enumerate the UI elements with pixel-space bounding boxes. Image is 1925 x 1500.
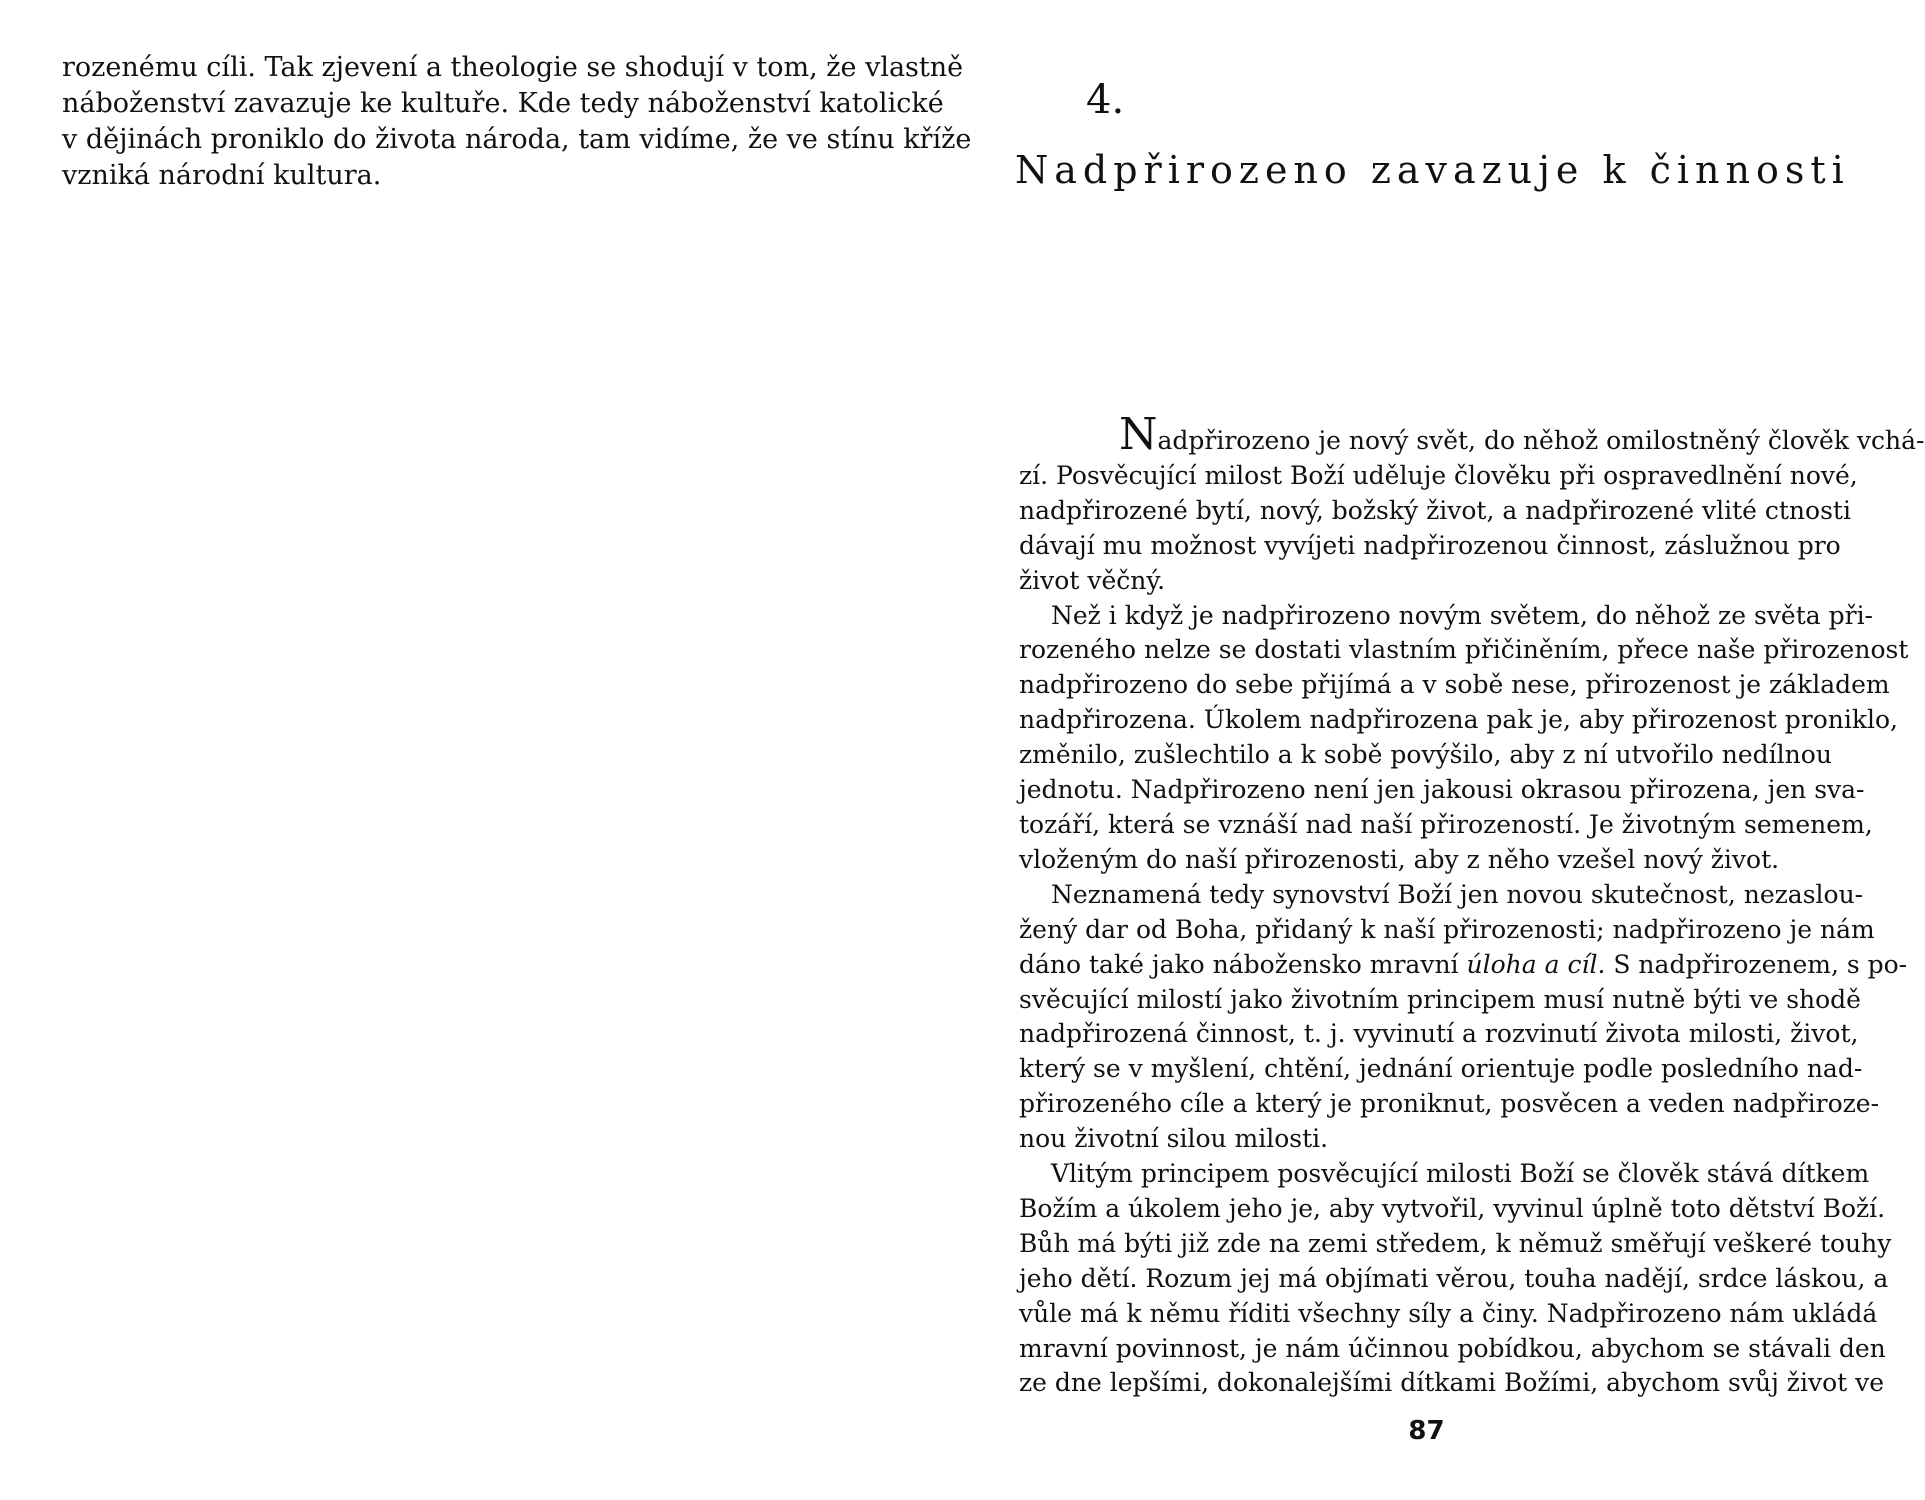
text-line: přirozeného cíle a který je proniknut, posvěcen a veden nadpřiroze- [1019, 1089, 1880, 1119]
text-line: nadpřirozeno do sebe přijímá a v sobě nese, přirozenost je základem [1019, 670, 1890, 700]
chapter-body [1019, 409, 1925, 1401]
text-line: jeho dětí. Rozum jej má objímati věrou, touha nadějí, srdce láskou, a [1019, 1263, 1889, 1293]
text-line: v dějinách proniklo do života národa, tam vidíme, že ve stínu kříže [62, 124, 972, 155]
text-line: změnilo, zušlechtilo a k sobě povýšilo, aby z ní utvořilo nedílnou [1019, 740, 1832, 770]
text-line: nadpřirozena. Úkolem nadpřirozena pak je, aby přirozenost proniklo, [1019, 705, 1898, 735]
text-line: ze dne lepšími, dokonalejšími dítkami Božími, abychom svůj život ve [1019, 1368, 1885, 1398]
text-line: náboženství zavazuje ke kultuře. Kde tedy náboženství katolické [62, 88, 944, 119]
chapter-title: Nadpřirozeno zavazuje k činnosti [1015, 148, 1850, 192]
text-line: jednotu. Nadpřirozeno není jen jakousi okrasou přirozena, jen sva- [1019, 775, 1865, 805]
text-line: Než i když je nadpřirozeno novým světem, do něhož ze světa při- [1051, 600, 1874, 630]
text-line: Božím a úkolem jeho je, aby vytvořil, vyvinul úplně toto dětství Boží. [1019, 1193, 1886, 1223]
text-line: život věčný. [1019, 565, 1166, 595]
right-page [951, 0, 1925, 1500]
text-line: Bůh má býti již zde na zemi středem, k němuž směřují veškeré touhy [1019, 1228, 1892, 1258]
text-line: vloženým do naší přirozenosti, aby z něho vzešel nový život. [1019, 844, 1780, 874]
text-line: žený dar od Boha, přidaný k naší přirozenosti; nadpřirozeno je nám [1019, 914, 1875, 944]
text-line [1019, 409, 1925, 460]
text-line: rozeného nelze se dostati vlastním přičiněním, přece naše přirozenost [1019, 635, 1909, 665]
text-line: vůle má k němu říditi všechny síly a činy. Nadpřirozeno nám ukládá [1019, 1298, 1878, 1328]
text-line: Vlitým principem posvěcující milosti Boží se člověk stává dítkem [1051, 1159, 1870, 1189]
text-line [1019, 948, 1908, 983]
text-line-end: S nadpřirozenem, s po- [1613, 949, 1908, 979]
text-line: zí. Posvěcující milost Boží uděluje člověku při ospravedlnění nové, [1019, 460, 1858, 490]
text-line: rozenému cíli. Tak zjevení a theologie se shodují v tom, že vlastně [62, 52, 964, 83]
text-line: Neznamená tedy synovství Boží jen novou skutečnost, nezaslou- [1051, 879, 1864, 909]
text-line: nou životní silou milosti. [1019, 1124, 1329, 1154]
text-line: nadpřirozená činnost, t. j. vyvinutí a rozvinutí života milosti, život, [1019, 1019, 1859, 1049]
text-line-content: adpřirozeno je nový svět, do něhož omilostněný člověk vchá- [1157, 426, 1925, 455]
drop-cap: N [1119, 409, 1158, 460]
text-line: nadpřirozené bytí, nový, božský život, a nadpřirozené vlité ctnosti [1019, 495, 1851, 525]
text-line: který se v myšlení, chtění, jednání orientuje podle posledního nad- [1019, 1054, 1863, 1084]
text-line: dávají mu možnost vyvíjeti nadpřirozenou činnost, záslužnou pro [1019, 530, 1841, 560]
left-page-text [62, 50, 972, 194]
chapter-number: 4. [1086, 77, 1125, 123]
text-line: vzniká národní kultura. [62, 160, 382, 191]
text-line: svěcující milostí jako životním principem musí nutně býti ve shodě [1019, 984, 1861, 1014]
emphasis-text: úloha a cíl. [1466, 949, 1606, 979]
text-line: mravní povinnost, je nám účinnou pobídkou, abychom se stávali den [1019, 1333, 1886, 1363]
page-number: 87 [1408, 1416, 1445, 1446]
text-line-start: dáno také jako nábožensko mravní [1019, 949, 1459, 979]
text-line: tozáří, která se vznáší nad naší přirozeností. Je životným semenem, [1019, 809, 1873, 839]
